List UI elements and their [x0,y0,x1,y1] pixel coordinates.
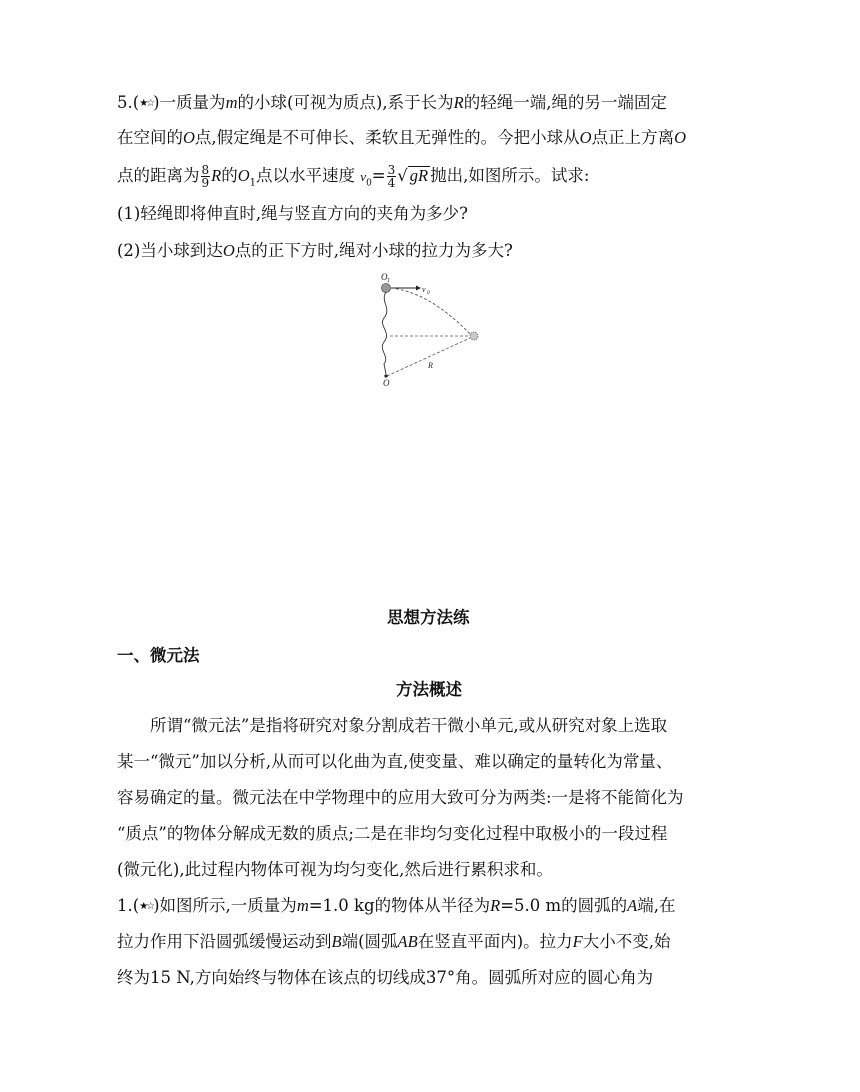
pendulum-figure [370,270,490,395]
method-title: 方法概述 [396,680,462,699]
problem1-line1: 1.(★☆)如图所示,一质量为m=1.0 kg的物体从半径为R=5.0 m的圆弧的A端,在 [117,895,676,918]
method-paragraph-line2: 某一“微元”加以分析,从而可以化曲为直,使变量、难以确定的量转化为常量、 [117,752,673,771]
label-R: R [428,361,433,370]
label-O: O [383,378,390,388]
fraction-8-9: $\frac{8}{9}$ [201,163,210,190]
method-paragraph-line5: (微元化),此过程内物体可视为均匀变化,然后进行累积求和。 [117,860,553,879]
problem5-line3: 点的距离为 $\frac{8}{9}$ R的$O_1$点以水平速度 $v_0=$ $\frac{3}{4}$ √ gR 抛出,如图所示。试求: [117,163,590,190]
label-v0: v [422,285,426,294]
method-paragraph-line1: 所谓“微元法”是指将研究对象分割成若干微小单元,或从研究对象上选取 [150,716,668,735]
fraction-3-4: $\frac{3}{4}$ [387,163,396,190]
sqrt-sign-icon: √ [397,166,408,185]
method-paragraph-line4: “质点”的物体分解成无数的质点;二是在非均匀变化过程中取极小的一段过程 [117,824,668,843]
problem-number: 1. [117,896,133,915]
section-subtitle: 一、微元法 [117,646,200,665]
radius-dashed [387,338,470,376]
difficulty-stars-icon: ★☆ [139,98,154,109]
problem5-q2: (2)当小球到达O点的正下方时,绳对小球的拉力为多大? [117,241,513,260]
label-O1: O [381,272,388,282]
trajectory-curve [391,288,472,336]
difficulty-stars-icon: ★☆ [139,901,154,912]
problem5-q1: (1)轻绳即将伸直时,绳与竖直方向的夹角为多少? [117,204,468,223]
label-v0-sub: 0 [427,290,430,296]
problem5-line1: 5.(★☆)一质量为m的小球(可视为质点),系于长为R的轻绳一端,绳的另一端固定 [117,92,667,115]
label-O1-sub: 1 [387,278,390,284]
slack-rope [382,292,387,374]
velocity-arrowhead [416,286,421,291]
sqrt-content: gR [409,166,429,185]
section-title: 思想方法练 [387,608,470,627]
problem1-line2: 拉力作用下沿圆弧缓慢运动到B端(圆弧AB在竖直平面内)。拉力F大小不变,始 [117,932,671,951]
ball-start [382,284,391,293]
method-paragraph-line3: 容易确定的量。微元法在中学物理中的应用大致可分为两类:一是将不能简化为 [117,788,684,807]
ball-end [470,332,478,340]
problem-number: 5. [117,93,133,112]
problem1-line3: 终为15 N,方向始终与物体在该点的切线成37°角。圆弧所对应的圆心角为 [117,968,654,987]
problem5-line2: 在空间的O点,假定绳是不可伸长、柔软且无弹性的。今把小球从O点正上方离O [117,128,687,147]
